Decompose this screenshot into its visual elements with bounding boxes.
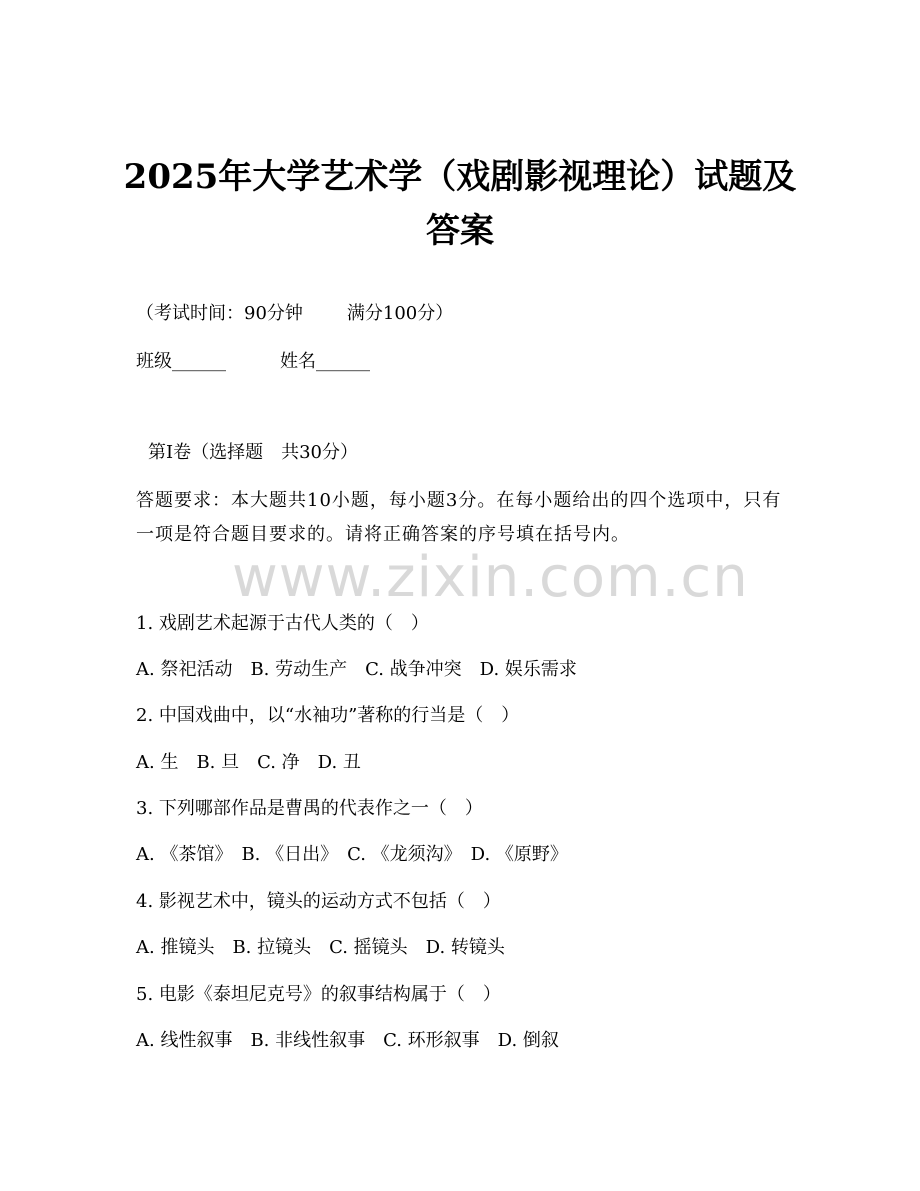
question-2-options: A. 生 B. 旦 C. 净 D. 丑 — [136, 752, 361, 773]
document-title: 2025年大学艺术学（戏剧影视理论）试题及答案 — [123, 157, 797, 251]
question-4: 4. 影视艺术中，镜头的运动方式不包括（ ） — [136, 891, 501, 912]
question-1-options: A. 祭祀活动 B. 劳动生产 C. 战争冲突 D. 娱乐需求 — [136, 659, 577, 680]
answer-requirements: 答题要求：本大题共10小题，每小题3分。在每小题给出的四个选项中，只有一项是符合题目要求的。请将正确答案的序号填在括号内。 — [136, 490, 782, 545]
exam-info — [136, 302, 453, 326]
exam-score: 满分100分） — [346, 303, 454, 324]
question-4-options: A. 推镜头 B. 拉镜头 C. 摇镜头 D. 转镜头 — [136, 937, 505, 958]
class-field: 班级______ — [136, 351, 226, 372]
student-info — [136, 350, 370, 374]
section-title: 第Ⅰ卷（选择题 共30分） — [148, 442, 359, 463]
question-5-options: A. 线性叙事 B. 非线性叙事 C. 环形叙事 D. 倒叙 — [136, 1030, 559, 1051]
watermark: www.zixin.com.cn — [232, 545, 749, 610]
name-field: 姓名______ — [280, 351, 370, 372]
question-2: 2. 中国戏曲中，以“水袖功”著称的行当是（ ） — [136, 705, 520, 726]
question-3: 3. 下列哪部作品是曹禺的代表作之一（ ） — [136, 798, 483, 819]
exam-time: （考试时间：90分钟 — [136, 303, 303, 324]
question-5: 5. 电影《泰坦尼克号》的叙事结构属于（ ） — [136, 984, 501, 1005]
question-3-options: A. 《茶馆》 B. 《日出》 C. 《龙须沟》 D. 《原野》 — [136, 844, 568, 865]
question-1: 1. 戏剧艺术起源于古代人类的（ ） — [136, 613, 429, 634]
